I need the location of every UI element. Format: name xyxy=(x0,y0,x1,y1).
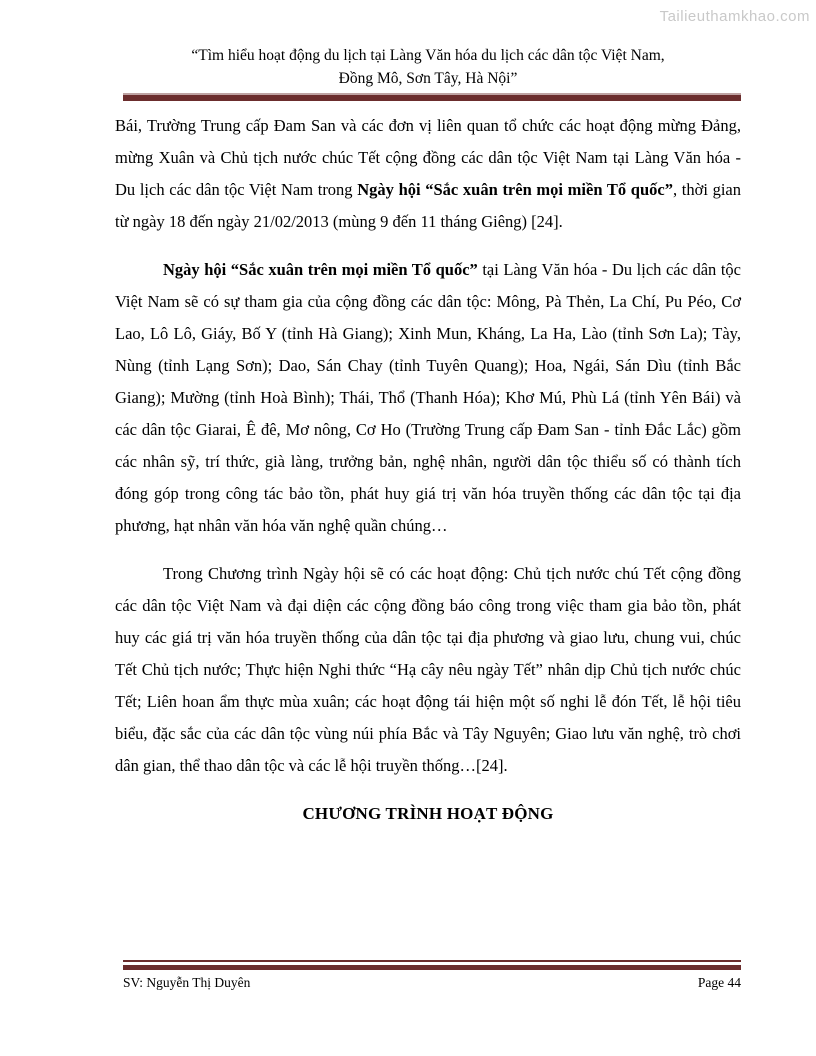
bold-text-run: Ngày hội “Sắc xuân trên mọi miền Tổ quốc” xyxy=(357,180,673,199)
section-heading: CHƯƠNG TRÌNH HOẠT ĐỘNG xyxy=(302,804,554,823)
footer-author: SV: Nguyễn Thị Duyên xyxy=(123,975,251,990)
paragraph xyxy=(115,254,741,542)
paragraph xyxy=(115,558,741,782)
text-run: , thời gian từ ngày 18 đến ngày 21/02/2013 (mùng 9 đến 11 tháng Giêng) [24]. xyxy=(115,180,741,231)
text-run: Bái, Trường Trung cấp Đam San và các đơn vị liên quan tổ chức các hoạt động mừng Đảng, mừng Xuân và Chủ tịch nước chúc Tết cộng đồng các dân tộc Việt Nam tại Làng Văn hóa - Du lịch các dân tộc Việt Nam trong xyxy=(115,116,741,199)
watermark: Tailieuthamkhao.com xyxy=(659,8,810,25)
header-rule xyxy=(123,93,741,101)
page-header xyxy=(115,44,741,90)
text-run: Trong Chương trình Ngày hội sẽ có các hoạt động: Chủ tịch nước chú Tết cộng đồng các dân tộc Việt Nam và đại diện các cộng đồng báo công trong việc tham gia bảo tồn, phát huy các giá trị văn hóa truyền thống của dân tộc tại địa phương và giao lưu, chung vui, chúc Tết Chủ tịch nước; Thực hiện Nghi thức “Hạ cây nêu ngày Tết” nhân dịp Chủ tịch nước chúc Tết; Liên hoan ẩm thực mùa xuân; các hoạt động tái hiện một số nghi lễ đón Tết, lễ hội tiêu biểu, đặc sắc của các dân tộc vùng núi phía Bắc và Tây Nguyên; Giao lưu văn nghệ, trò chơi dân gian, thể thao dân tộc và các lễ hội truyền thống…[24]. xyxy=(115,564,741,775)
bold-text-run: Ngày hội “Sắc xuân trên mọi miền Tổ quốc” xyxy=(163,260,478,279)
header-title-line-1: “Tìm hiểu hoạt động du lịch tại Làng Văn hóa du lịch các dân tộc Việt Nam, xyxy=(191,47,665,64)
text-run: tại Làng Văn hóa - Du lịch các dân tộc Việt Nam sẽ có sự tham gia của cộng đồng các dân tộc: Mông, Pà Thẻn, La Chí, Pu Péo, Cơ Lao, Lô Lô, Giáy, Bố Y (tỉnh Hà Giang); Xinh Mun, Kháng, La Ha, Lào (tỉnh Sơn La); Tày, Nùng (tỉnh Lạng Sơn); Dao, Sán Chay (tỉnh Tuyên Quang); Hoa, Ngái, Sán Dìu (tỉnh Bắc Giang); Mường (tỉnh Hoà Bình); Thái, Thổ (Thanh Hóa); Khơ Mú, Phù Lá (tỉnh Yên Bái) và các dân tộc Giarai, Ê đê, Mơ nông, Cơ Ho (Trường Trung cấp Đam San - tỉnh Đắc Lắc) gồm các nhân sỹ, trí thức, già làng, trưởng bản, nghệ nhân, người dân tộc thiểu số có thành tích đóng góp trong công tác bảo tồn, phát huy giá trị văn hóa truyền thống các dân tộc tại địa phương, hạt nhân văn hóa văn nghệ quần chúng… xyxy=(115,260,741,535)
footer-rule xyxy=(123,960,741,970)
header-title-line-2: Đồng Mô, Sơn Tây, Hà Nội” xyxy=(338,70,518,87)
footer-page-number: Page 44 xyxy=(697,975,741,990)
page-footer xyxy=(123,974,741,992)
paragraph xyxy=(115,110,741,238)
document-body xyxy=(115,110,741,830)
